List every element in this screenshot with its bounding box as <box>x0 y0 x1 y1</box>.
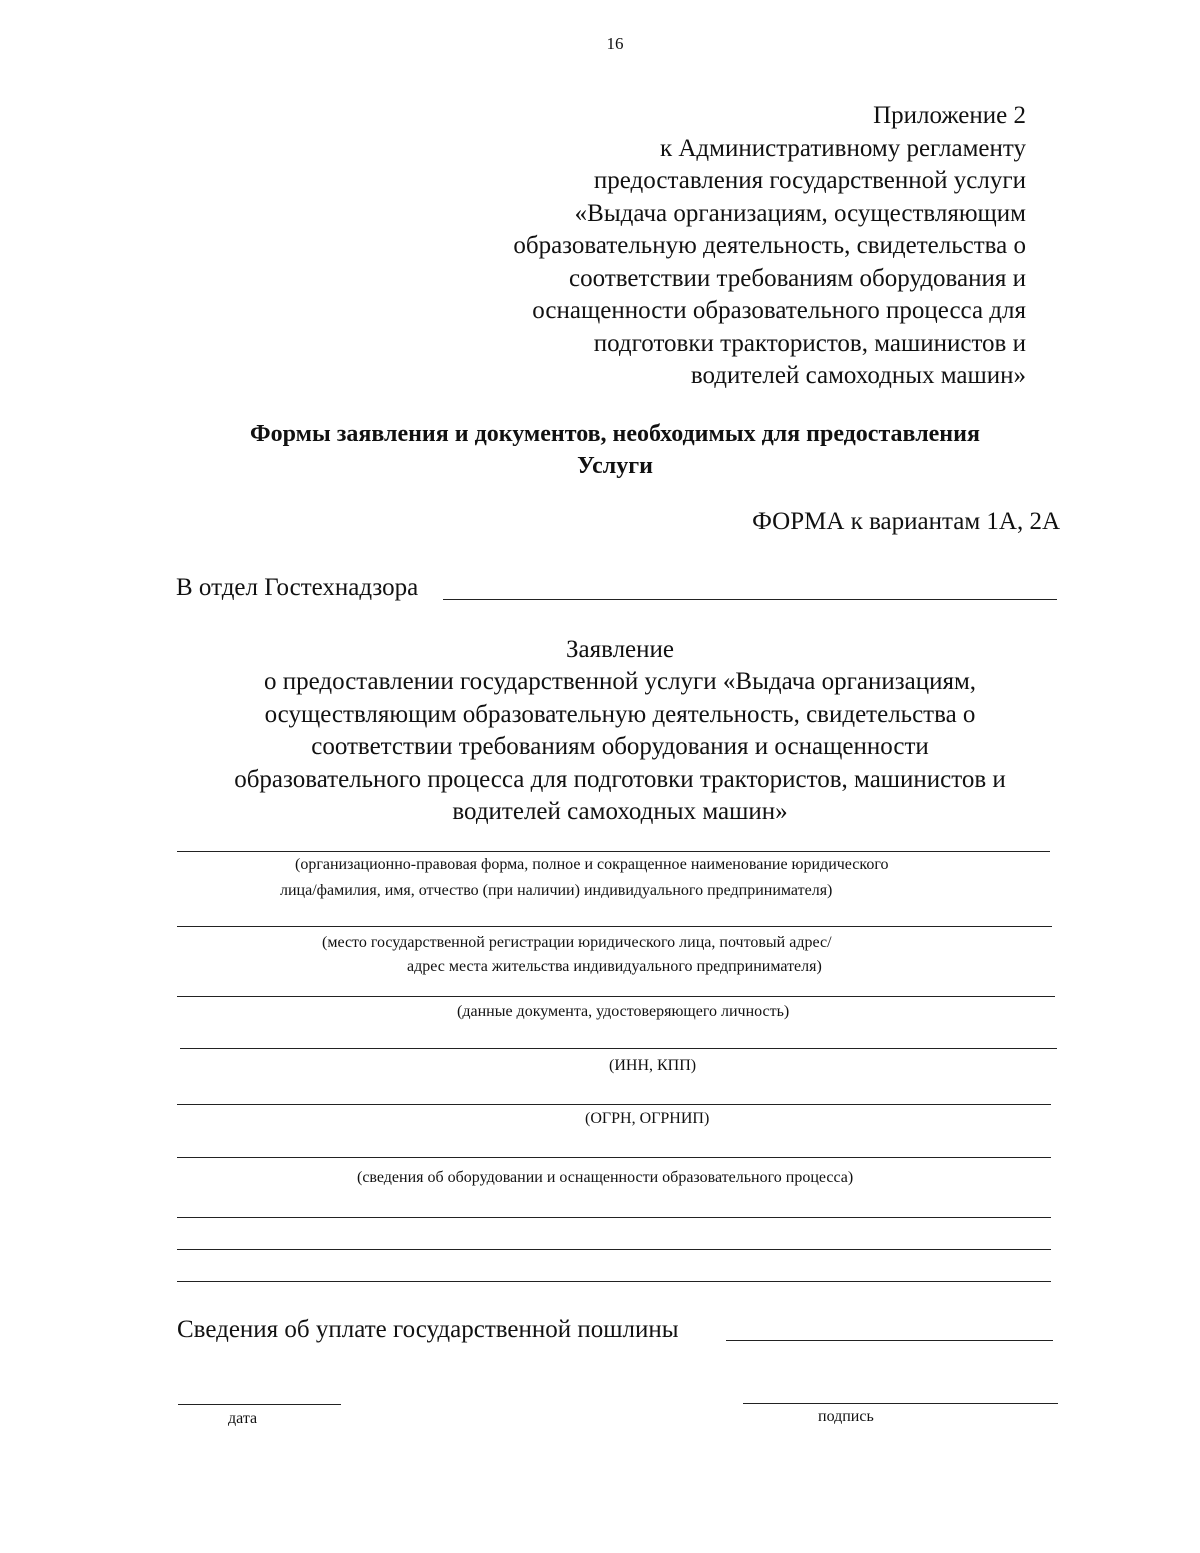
equipment-info-caption: (сведения об оборудовании и оснащенности образовательного процесса) <box>357 1169 854 1186</box>
blank-line[interactable] <box>177 1249 1051 1250</box>
signature-caption: подпись <box>818 1408 874 1425</box>
payment-field[interactable] <box>726 1340 1053 1341</box>
inn-kpp-field[interactable] <box>180 1048 1057 1049</box>
forms-title-line: Услуги <box>577 453 653 479</box>
appendix-line: «Выдача организациям, осуществляющим <box>574 199 1026 227</box>
statement-subtitle-line: о предоставлении государственной услуги «Выдача организациям, <box>263 668 977 695</box>
appendix-line: к Административному регламенту <box>659 134 1026 162</box>
ogrn-caption: (ОГРН, ОГРНИП) <box>585 1110 710 1127</box>
address-caption: (место государственной регистрации юридического лица, почтовый адрес/ <box>322 934 832 951</box>
statement-subtitle <box>170 666 1070 829</box>
identity-document-field[interactable] <box>177 996 1055 997</box>
equipment-info-field[interactable] <box>177 1157 1051 1158</box>
identity-document-caption: (данные документа, удостоверяющего личность) <box>457 1003 790 1020</box>
appendix-line: водителей самоходных машин» <box>690 362 1026 389</box>
blank-line[interactable] <box>177 1217 1051 1218</box>
appendix-line: образовательную деятельность, свидетельства о <box>513 232 1026 259</box>
ogrn-field[interactable] <box>177 1104 1051 1105</box>
appendix-line: оснащенности образовательного процесса для <box>532 297 1026 324</box>
statement-subtitle-line: соответствии требованиям оборудования и оснащенности <box>311 733 929 760</box>
appendix-line: предоставления государственной услуги <box>593 167 1026 194</box>
appendix-header <box>513 100 1026 393</box>
inn-kpp-caption: (ИНН, КПП) <box>609 1057 697 1074</box>
forms-title <box>190 418 1040 482</box>
appendix-line: подготовки трактористов, машинистов и <box>593 329 1026 357</box>
payment-label: Сведения об уплате государственной пошлины <box>177 1316 679 1343</box>
blank-line[interactable] <box>177 1281 1051 1282</box>
appendix-line: Приложение 2 <box>873 102 1026 129</box>
date-field[interactable] <box>178 1404 341 1405</box>
statement-heading: Заявление <box>565 636 675 663</box>
department-label: В отдел Гостехнадзора <box>176 574 419 601</box>
department-field[interactable] <box>443 599 1057 600</box>
appendix-line: соответствии требованиям оборудования и <box>569 264 1026 292</box>
applicant-name-caption: (организационно-правовая форма, полное и сокращенное наименование юридического <box>295 856 889 873</box>
signature-field[interactable] <box>743 1403 1058 1404</box>
statement-subtitle-line: водителей самоходных машин» <box>452 798 788 825</box>
applicant-name-field[interactable] <box>177 851 1050 852</box>
date-caption: дата <box>228 1410 258 1427</box>
statement-subtitle-line: осуществляющим образовательную деятельность, свидетельства о <box>264 700 976 728</box>
form-variant-label: ФОРМА к вариантам 1А, 2А <box>752 508 1060 535</box>
statement-subtitle-line: образовательного процесса для подготовки трактористов, машинистов и <box>234 765 1006 793</box>
page-number: 16 <box>606 34 624 53</box>
address-caption: адрес места жительства индивидуального предпринимателя) <box>407 958 822 975</box>
forms-title-line: Формы заявления и документов, необходимых для предоставления <box>250 421 980 447</box>
applicant-name-caption: лица/фамилия, имя, отчество (при наличии) индивидуального предпринимателя) <box>280 882 833 899</box>
address-field[interactable] <box>177 926 1052 927</box>
